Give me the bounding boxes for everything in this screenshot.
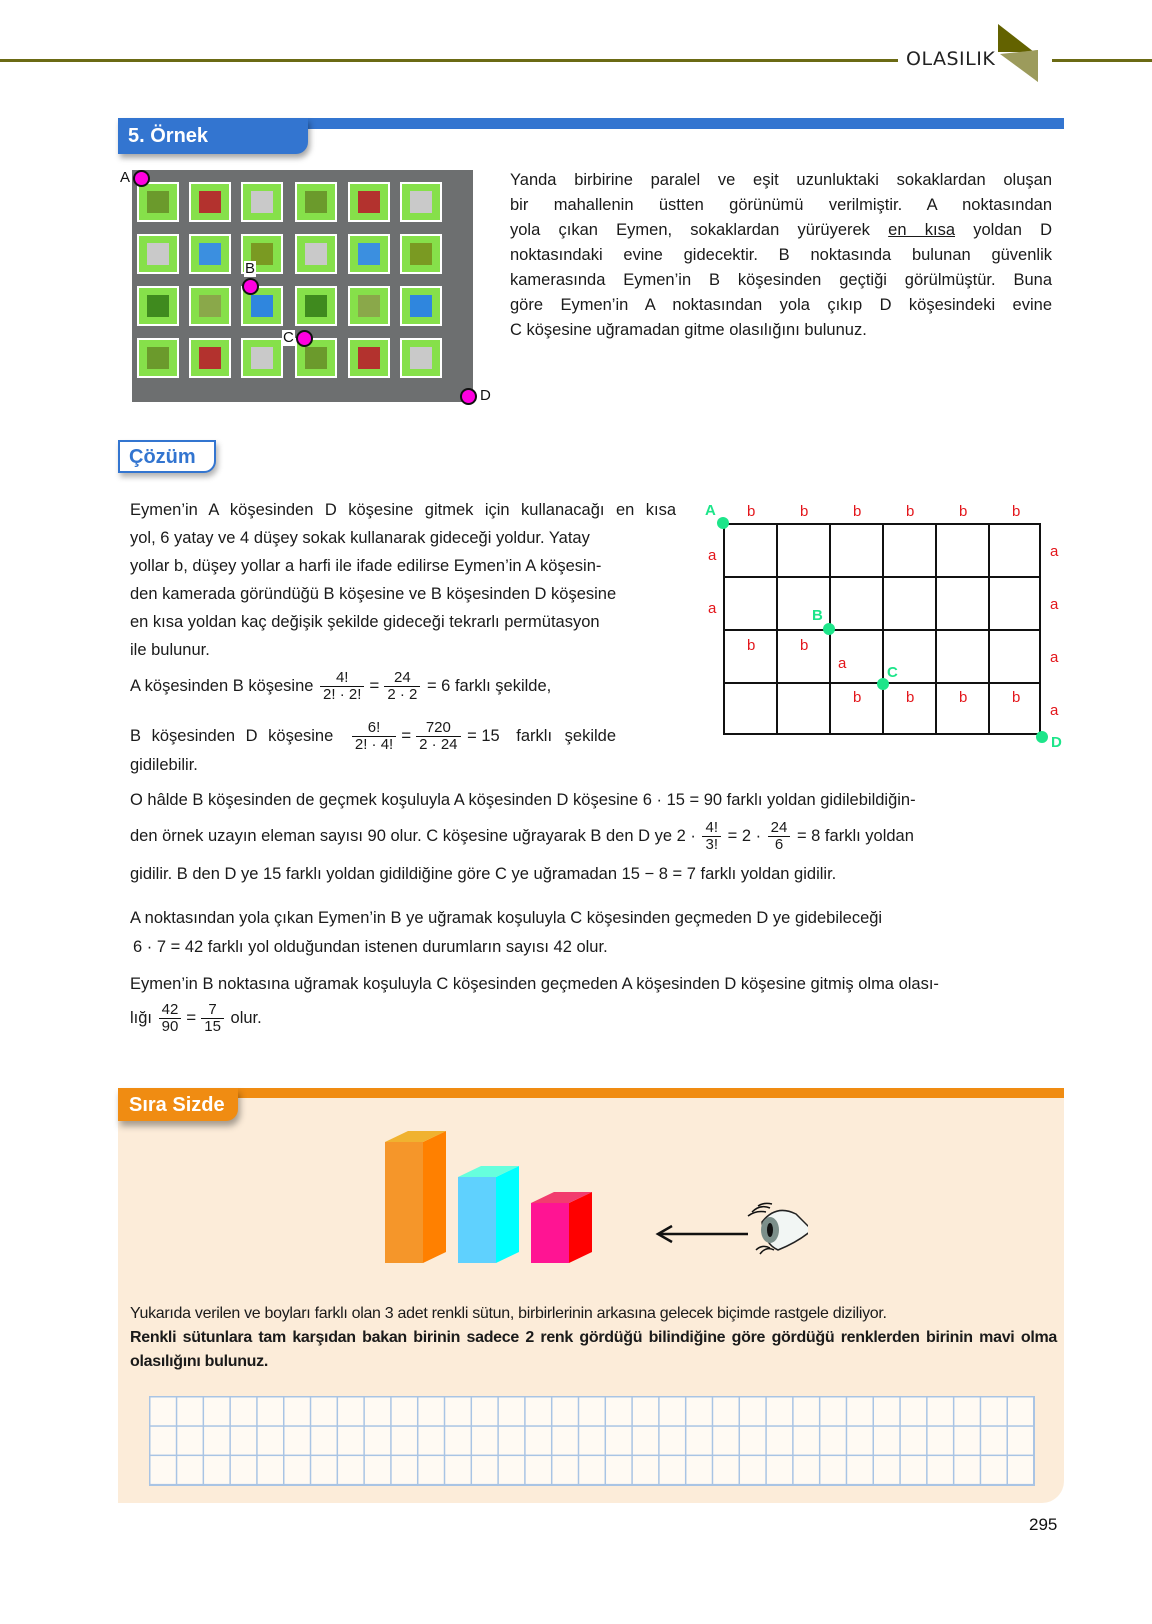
grid-label-a: a bbox=[1050, 543, 1059, 560]
blue-column-icon bbox=[458, 1166, 519, 1263]
eye-icon bbox=[748, 1203, 808, 1254]
solution-line: den kamerada göründüğü B köşesine ve B köşesinden D köşesine bbox=[130, 585, 617, 603]
map-block bbox=[295, 286, 337, 326]
map-label-a: A bbox=[120, 169, 131, 186]
house-icon bbox=[147, 191, 169, 213]
grid-point-b bbox=[823, 623, 835, 635]
house-icon bbox=[199, 295, 221, 317]
numerator: 4! bbox=[320, 670, 364, 687]
numerator: 6! bbox=[352, 720, 396, 737]
solution-p4-line2: lığı $\frac{42}{90}$ = $\frac{7}{15}$ olur. bbox=[130, 1001, 262, 1035]
numerator: 4! bbox=[702, 820, 721, 837]
house-icon bbox=[305, 347, 327, 369]
grid-line bbox=[725, 629, 1039, 631]
fraction bbox=[384, 670, 420, 703]
numerator: 720 bbox=[416, 720, 460, 737]
map-block bbox=[137, 338, 179, 378]
header-rule-right bbox=[1052, 59, 1152, 62]
example-question bbox=[510, 168, 1052, 343]
view-direction-illustration bbox=[648, 1200, 808, 1270]
map-block bbox=[189, 182, 231, 222]
pink-column-icon bbox=[531, 1192, 592, 1263]
house-icon bbox=[410, 243, 432, 265]
grid-label-b: b bbox=[800, 503, 809, 520]
house-icon bbox=[410, 347, 432, 369]
your-turn-header-bar bbox=[118, 1088, 1064, 1098]
grid-label-b: b bbox=[1012, 503, 1021, 520]
house-icon bbox=[358, 191, 380, 213]
grid-label-b: b bbox=[853, 689, 862, 706]
bd-result: = 15 bbox=[467, 726, 500, 745]
question-text: yoldan D bbox=[973, 221, 1053, 239]
house-icon bbox=[147, 347, 169, 369]
bd-prefix: B köşesinden D köşesine bbox=[130, 726, 334, 745]
p2-text: = 8 farklı yoldan bbox=[796, 826, 914, 845]
solution-ab-line: A köşesinden B köşesine $\frac{4!}{2! \cdot 2!}$ = $\frac{24}{2 \cdot 2}$ = 6 farklı şekilde, bbox=[130, 669, 552, 703]
solution-p2-line1: O hâlde B köşesinden de geçmek koşuluyla A köşesinden D köşesine 6 · 15 = 90 farklı yoldan gidilebildiğin- bbox=[130, 791, 916, 809]
map-block bbox=[348, 234, 390, 274]
solution-line: yol, 6 yatay ve 4 düşey sokak kullanarak gideceği yoldur. Yatay bbox=[130, 529, 590, 547]
grid-label-b: b bbox=[959, 689, 968, 706]
fraction bbox=[702, 820, 721, 853]
map-block bbox=[241, 182, 283, 222]
map-block bbox=[295, 234, 337, 274]
house-icon bbox=[358, 295, 380, 317]
grid-label-a: a bbox=[838, 655, 847, 672]
map-block bbox=[241, 338, 283, 378]
denominator: 3! bbox=[705, 836, 718, 853]
grid-label-b: b bbox=[747, 503, 756, 520]
fraction bbox=[201, 1002, 224, 1035]
your-turn-label: Sıra Sizde bbox=[118, 1088, 238, 1121]
house-icon bbox=[358, 243, 380, 265]
grid-point-a bbox=[717, 517, 729, 529]
denominator: 2 · 24 bbox=[419, 736, 458, 753]
denominator: 2! · 2! bbox=[323, 686, 362, 703]
map-block bbox=[400, 338, 442, 378]
map-label-d: D bbox=[480, 387, 491, 404]
solution-line: Eymen’in A köşesinden D köşesine gitmek için kullanacağı en kısa bbox=[130, 501, 676, 519]
example-label: 5. Örnek bbox=[118, 118, 308, 154]
grid-point-label-d: D bbox=[1051, 734, 1062, 751]
question-text: yola çıkan Eymen, sokaklardan yürüyerek bbox=[510, 221, 870, 239]
house-icon bbox=[199, 191, 221, 213]
house-icon bbox=[410, 295, 432, 317]
house-icon bbox=[305, 191, 327, 213]
fraction bbox=[352, 720, 396, 753]
solution-label: Çözüm bbox=[118, 440, 216, 473]
map-label-b: B bbox=[245, 260, 256, 277]
solution-bd-line: B köşesinden D köşesine $\frac{6!}{2! \cdot 4!}$ = $\frac{720}{2 \cdot 24}$ = 15 farklı şekilde bbox=[130, 719, 616, 753]
question-line: noktasındaki evine gidecektir. B noktasında bulunan güvenlik bbox=[510, 246, 1052, 264]
p4-text: lığı bbox=[130, 1008, 153, 1027]
numerator: 24 bbox=[768, 820, 791, 837]
fraction bbox=[320, 670, 364, 703]
p4-text: olur. bbox=[230, 1008, 262, 1027]
emphasis-shortest: en kısa bbox=[888, 221, 956, 239]
ab-suffix: farklı şekilde, bbox=[454, 676, 552, 695]
question-line: Yanda birbirine paralel ve eşit uzunluktaki sokaklardan oluşan bbox=[510, 171, 1052, 189]
solution-p2-line2 bbox=[130, 820, 1060, 853]
grid-label-b: b bbox=[853, 503, 862, 520]
map-point-c bbox=[296, 330, 313, 347]
map-block bbox=[189, 338, 231, 378]
grid-label-a: a bbox=[1050, 649, 1059, 666]
grid-label-b: b bbox=[906, 503, 915, 520]
solution-line: yollar b, düşey yollar a harfi ile ifade edilirse Eymen’in A köşesin- bbox=[130, 557, 602, 575]
your-turn-question: Renkli sütunlara tam karşıdan bakan birinin sadece 2 renk gördüğü bilindiğine göre gördüğü renklerden birinin mavi olma olasılığını bulunuz. bbox=[130, 1329, 1057, 1370]
map-block bbox=[400, 234, 442, 274]
house-icon bbox=[199, 347, 221, 369]
question-line: kamerasında Eymen’in B köşesinden geçtiği görülmüştür. Buna bbox=[510, 271, 1052, 289]
solution-p4-line1: Eymen’in B noktasına uğramak koşuluyla C köşesinden geçmeden A köşesinden D köşesine gitmiş olma olası- bbox=[130, 975, 939, 993]
solution-p2-line3: gidilir. B den D ye 15 farklı yoldan gidildiğine göre C ye uğramadan 15 − 8 = 7 farklı yoldan gidilir. bbox=[130, 865, 837, 883]
p2-text: = 2 · bbox=[727, 826, 762, 845]
map-point-b bbox=[242, 278, 259, 295]
house-icon bbox=[251, 191, 273, 213]
map-point-a bbox=[133, 170, 150, 187]
grid-label-b: b bbox=[800, 637, 809, 654]
your-turn-statement: Yukarıda verilen ve boyları farklı olan 3 adet renkli sütun, birbirlerinin arkasına gelecek biçimde rastgele diziliyor. bbox=[130, 1305, 887, 1322]
map-block bbox=[137, 234, 179, 274]
map-block bbox=[189, 286, 231, 326]
your-turn-text bbox=[130, 1302, 1057, 1374]
grid-point-c bbox=[877, 678, 889, 690]
map-block bbox=[400, 182, 442, 222]
house-icon bbox=[305, 295, 327, 317]
map-block bbox=[400, 286, 442, 326]
map-block bbox=[137, 286, 179, 326]
map-label-c: C bbox=[283, 329, 294, 346]
question-line: bir mahallenin üstten görünümü verilmiştir. A noktasından bbox=[510, 196, 1052, 214]
house-icon bbox=[147, 243, 169, 265]
numerator: 24 bbox=[384, 670, 420, 687]
map-block bbox=[348, 286, 390, 326]
grid-label-b: b bbox=[747, 637, 756, 654]
colored-columns-illustration bbox=[380, 1130, 600, 1270]
question-line: göre Eymen’in A noktasından yola çıkıp D köşesindeki evine bbox=[510, 296, 1052, 314]
grid-line bbox=[725, 576, 1039, 578]
solution-grid bbox=[723, 523, 1041, 735]
grid-point-label-a: A bbox=[705, 502, 716, 519]
denominator: 6 bbox=[774, 836, 784, 853]
question-line: C köşesine uğramadan gitme olasılığını bulunuz. bbox=[510, 321, 867, 339]
solution-p3-line1: A noktasından yola çıkan Eymen’in B ye uğramak koşuluyla C köşesinden geçmeden D ye gidebileceği bbox=[130, 909, 883, 927]
chapter-triangle-icon bbox=[998, 24, 1046, 84]
house-icon bbox=[251, 347, 273, 369]
grid-point-label-c: C bbox=[887, 664, 898, 681]
answer-grid[interactable] bbox=[149, 1396, 1035, 1486]
fraction bbox=[768, 820, 791, 853]
map-point-d bbox=[460, 388, 477, 405]
question-line bbox=[510, 218, 1052, 243]
map-block bbox=[137, 182, 179, 222]
house-icon bbox=[199, 243, 221, 265]
orange-column-icon bbox=[385, 1131, 446, 1263]
header-rule-left bbox=[0, 59, 898, 62]
house-icon bbox=[358, 347, 380, 369]
ab-prefix: A köşesinden B köşesine bbox=[130, 676, 314, 695]
grid-label-a: a bbox=[708, 600, 717, 617]
solution-p3-line2: 6 · 7 = 42 farklı yol olduğundan istenen durumların sayısı 42 olur. bbox=[133, 938, 608, 956]
solution-intro bbox=[130, 496, 676, 664]
solution-line: en kısa yoldan kaç değişik şekilde gideceği tekrarlı permütasyon bbox=[130, 613, 600, 631]
p2-text: den örnek uzayın eleman sayısı 90 olur. C köşesine uğrayarak B den D ye 2 · bbox=[130, 826, 696, 845]
map-block bbox=[189, 234, 231, 274]
bd-suffix: farklı şekilde bbox=[516, 726, 616, 745]
denominator: 15 bbox=[204, 1018, 221, 1035]
house-icon bbox=[410, 191, 432, 213]
chapter-title: OLASILIK bbox=[906, 48, 996, 70]
grid-point-d bbox=[1036, 731, 1048, 743]
grid-label-b: b bbox=[906, 689, 915, 706]
numerator: 7 bbox=[201, 1002, 224, 1019]
arrow-left-icon bbox=[658, 1226, 748, 1242]
fraction bbox=[159, 1002, 182, 1035]
numerator: 42 bbox=[159, 1002, 182, 1019]
house-icon bbox=[147, 295, 169, 317]
house-icon bbox=[305, 243, 327, 265]
grid-label-a: a bbox=[708, 547, 717, 564]
map-block bbox=[348, 338, 390, 378]
grid-label-a: a bbox=[1050, 702, 1059, 719]
map-block bbox=[295, 182, 337, 222]
page-number: 295 bbox=[1029, 1515, 1058, 1534]
grid-label-b: b bbox=[959, 503, 968, 520]
neighborhood-map bbox=[132, 170, 473, 402]
ab-result: = 6 bbox=[426, 676, 451, 695]
grid-label-b: b bbox=[1012, 689, 1021, 706]
house-icon bbox=[251, 295, 273, 317]
denominator: 2 · 2 bbox=[387, 686, 418, 703]
grid-point-label-b: B bbox=[812, 607, 823, 624]
bd-tail: gidilebilir. bbox=[130, 756, 198, 774]
denominator: 2! · 4! bbox=[354, 736, 394, 753]
solution-line: ile bulunur. bbox=[130, 641, 210, 659]
fraction bbox=[416, 720, 460, 753]
denominator: 90 bbox=[161, 1018, 179, 1035]
grid-label-a: a bbox=[1050, 596, 1059, 613]
map-block bbox=[348, 182, 390, 222]
